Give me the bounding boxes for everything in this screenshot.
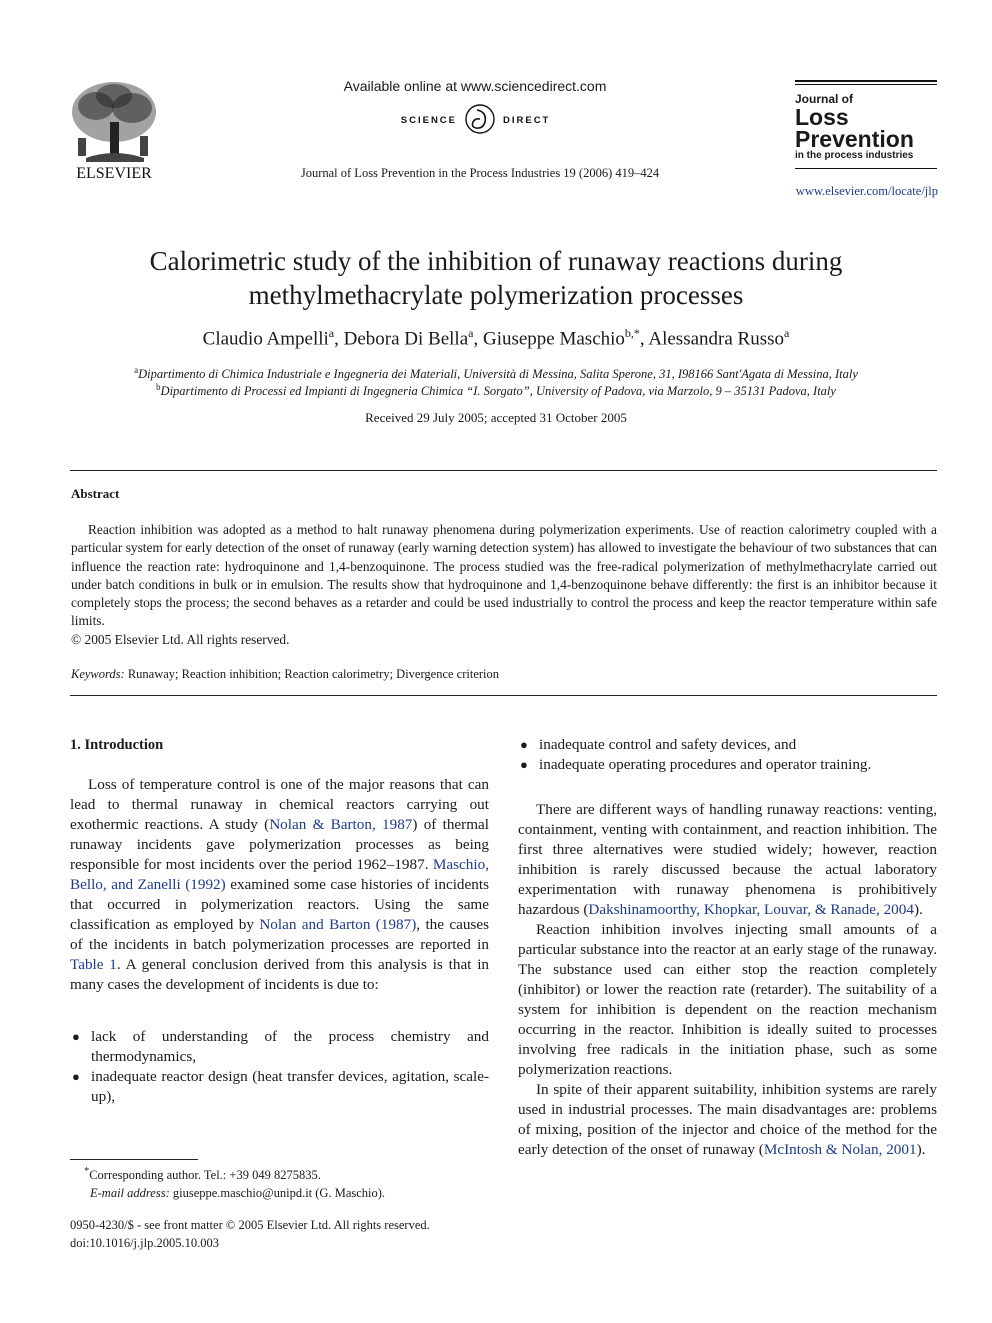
affiliation-b [60,382,932,399]
paragraph-text: In spite of their apparent suitability, inhibition systems are rarely used in industrial processes. The main disadvantages are: problems of mixing, position of the injector and choice of the method for the early detection of the onset of runaway ( [518,1081,937,1158]
author-separator: , [473,328,483,350]
author-affil-sup: a [468,326,474,340]
author-name[interactable]: Giuseppe Maschio [482,328,625,350]
column-right [518,735,937,1160]
paragraph-text: ). [916,1141,926,1158]
corresponding-author-note: *Corresponding author. Tel.: +39 049 8275835. [84,1166,321,1183]
journal-logo-line1: Journal of [795,92,854,106]
intro-paragraph-4 [518,1080,937,1160]
author-separator: , [639,328,649,350]
list-item: ● lack of understanding of the process chemistry and thermodynamics, [70,1027,489,1067]
abstract-body [71,521,937,649]
article-title [60,244,932,312]
abstract-text: Reaction inhibition was adopted as a method to halt runaway phenomena during polymerization experiments. Use of reaction calorimetry coupled with a particular system for early detection of the onset of runaway (early warning detection system) has allowed to investigate the behaviour of two substances that can influence the reaction rate: hydroquinone and 1,4-benzoquinone. The process studied was the free-radical polymerization of methylmethacrylate carried out under batch conditions in bulk or in emulsion. The results show that hydroquinone and 1,4-benzoquinone behave differently: the first is an inhibitor because it completely stops the process; the second behaves as a retarder and could be used industrially to control the process and keep the reactor temperature within safe limits. [71,522,937,629]
author-affil-sup: a [784,326,790,340]
keywords-label: Keywords: [71,667,125,681]
citation-link[interactable]: Maschio, Bello, and Zanelli (1992) [70,856,489,893]
author-list [60,326,932,350]
author-affil-sup: b,* [624,326,640,340]
corresponding-text: Corresponding author. Tel.: +39 049 8275835. [89,1168,321,1183]
front-matter [70,1216,500,1252]
author-separator: , [334,328,344,350]
divider-top [70,470,937,471]
list-item: ● inadequate control and safety devices, and [518,735,937,755]
doi-line[interactable]: doi:10.1016/j.jlp.2005.10.003 [70,1236,219,1250]
intro-paragraph-3: Reaction inhibition involves injecting small amounts of a particular substance into the reactor at an early stage of the runaway. The substance used can either stop the reaction completely (inhibitor) or lower the reaction rate (retarder). The suitability of a system for inhibition is dependent on the reaction mechanism occurring in the reactor. Inhibition is ideally suited to processes involving free radicals in the initiation phase, such as some polymerization reactions. [518,921,937,1078]
column-left [70,735,489,1107]
title-line-2: methylmethacrylate polymerization processes [248,280,744,310]
intro-paragraph-2 [518,800,937,920]
intro-paragraph-1 [70,775,489,995]
author-name[interactable]: Claudio Ampelli [202,328,329,350]
paragraph-text: . A general conclusion derived from this analysis is that in many cases the development of incidents is due to: [70,956,490,993]
author-name[interactable]: Alessandra Russo [648,328,785,350]
footnote [70,1163,500,1202]
cause-list-left [70,1027,489,1107]
affiliation-text: Dipartimento di Chimica Industriale e Ingegneria dei Materiali, Università di Messina, Salita Sperone, 31, I98166 Sant'Agata di Messina, Italy [138,367,858,382]
keywords-list: Runaway; Reaction inhibition; Reaction calorimetry; Divergence criterion [127,667,500,681]
issn-line: 0950-4230/$ - see front matter © 2005 Elsevier Ltd. All rights reserved. [70,1218,430,1232]
paragraph-text: ). [913,901,923,918]
email-note [70,1184,500,1202]
abstract-copyright: © 2005 Elsevier Ltd. All rights reserved. [71,631,290,647]
email-label: E-mail address: [90,1186,170,1201]
paragraph-text: ) of thermal runaway incidents gave polymerization processes as being responsible for most incidents over the period 1962–1987. [70,816,489,873]
section-heading-introduction: 1. Introduction [70,737,164,753]
author-affil-sup: a [328,326,335,340]
affiliation-a [60,365,932,382]
sciencedirect-science-word: SCIENCE [400,115,457,126]
email-link[interactable]: giuseppe.maschio@unipd.it (G. Maschio). [172,1186,386,1201]
paragraph-text: There are different ways of handling runaway reactions: venting, containment, venting with containment, and reaction inhibition. The first three alternatives were studied widely; however, reaction inhibition is rarely discussed because the actual laboratory experimentation with runaway phenomena is prohibitively hazardous ( [518,801,937,918]
affiliation-sup: a [134,365,139,375]
journal-citation: Journal of Loss Prevention in the Process Industries 19 (2006) 419–424 [300,166,660,180]
affiliation-text: Dipartimento di Processi ed Impianti di Ingegneria Chimica “I. Sorgato”, University of Padova, via Marzolo, 9 – 35131 Padova, Italy [160,384,836,399]
keywords [71,667,937,682]
footnote-rule [70,1159,198,1160]
journal-url-link[interactable]: www.elsevier.com/locate/jlp [795,184,938,198]
elsevier-wordmark: ELSEVIER [76,165,152,182]
paragraph-text: examined some case histories of incidents that occurred in polymerization reactors. Using the same classification as employed by [70,876,489,933]
list-item: ● inadequate operating procedures and operator training. [518,755,937,775]
citation-link[interactable]: Nolan & Barton, 1987 [269,816,413,833]
sciencedirect-direct-word: DIRECT [503,115,551,126]
affiliation-sup: b [156,382,161,392]
abstract-heading: Abstract [71,486,120,501]
cause-list-right [518,735,937,775]
paragraph-text: , the causes of the incidents in batch polymerization processes are reported in [70,916,489,953]
author-name[interactable]: Debora Di Bella [343,328,469,350]
journal-logo-line4: in the process industries [795,150,914,161]
sciencedirect-logo [385,100,575,136]
citation-link[interactable]: McIntosh & Nolan, 2001 [763,1141,917,1158]
divider-bottom [70,695,937,696]
available-online-text: Available online at www.sciencedirect.com [343,78,607,94]
list-item: ● inadequate reactor design (heat transfer devices, agitation, scale-up), [70,1067,489,1107]
citation-link[interactable]: Dakshinamoorthy, Khopkar, Louvar, & Ranade, 2004 [588,901,914,918]
elsevier-logo [66,78,162,184]
citation-link[interactable]: Nolan and Barton (1987) [259,916,417,933]
journal-logo-line2: Loss [795,104,849,130]
journal-logo [795,80,937,172]
table-link[interactable]: Table 1 [70,956,117,973]
paragraph-text: Loss of temperature control is one of the major reasons that can lead to thermal runaway in chemical reactors carrying out exothermic reactions. A study ( [70,776,489,833]
received-dates: Received 29 July 2005; accepted 31 October 2005 [365,410,627,425]
title-line-1: Calorimetric study of the inhibition of runaway reactions during [149,246,843,276]
elsevier-tree-icon [66,78,162,184]
journal-logo-line3: Prevention [795,126,914,152]
